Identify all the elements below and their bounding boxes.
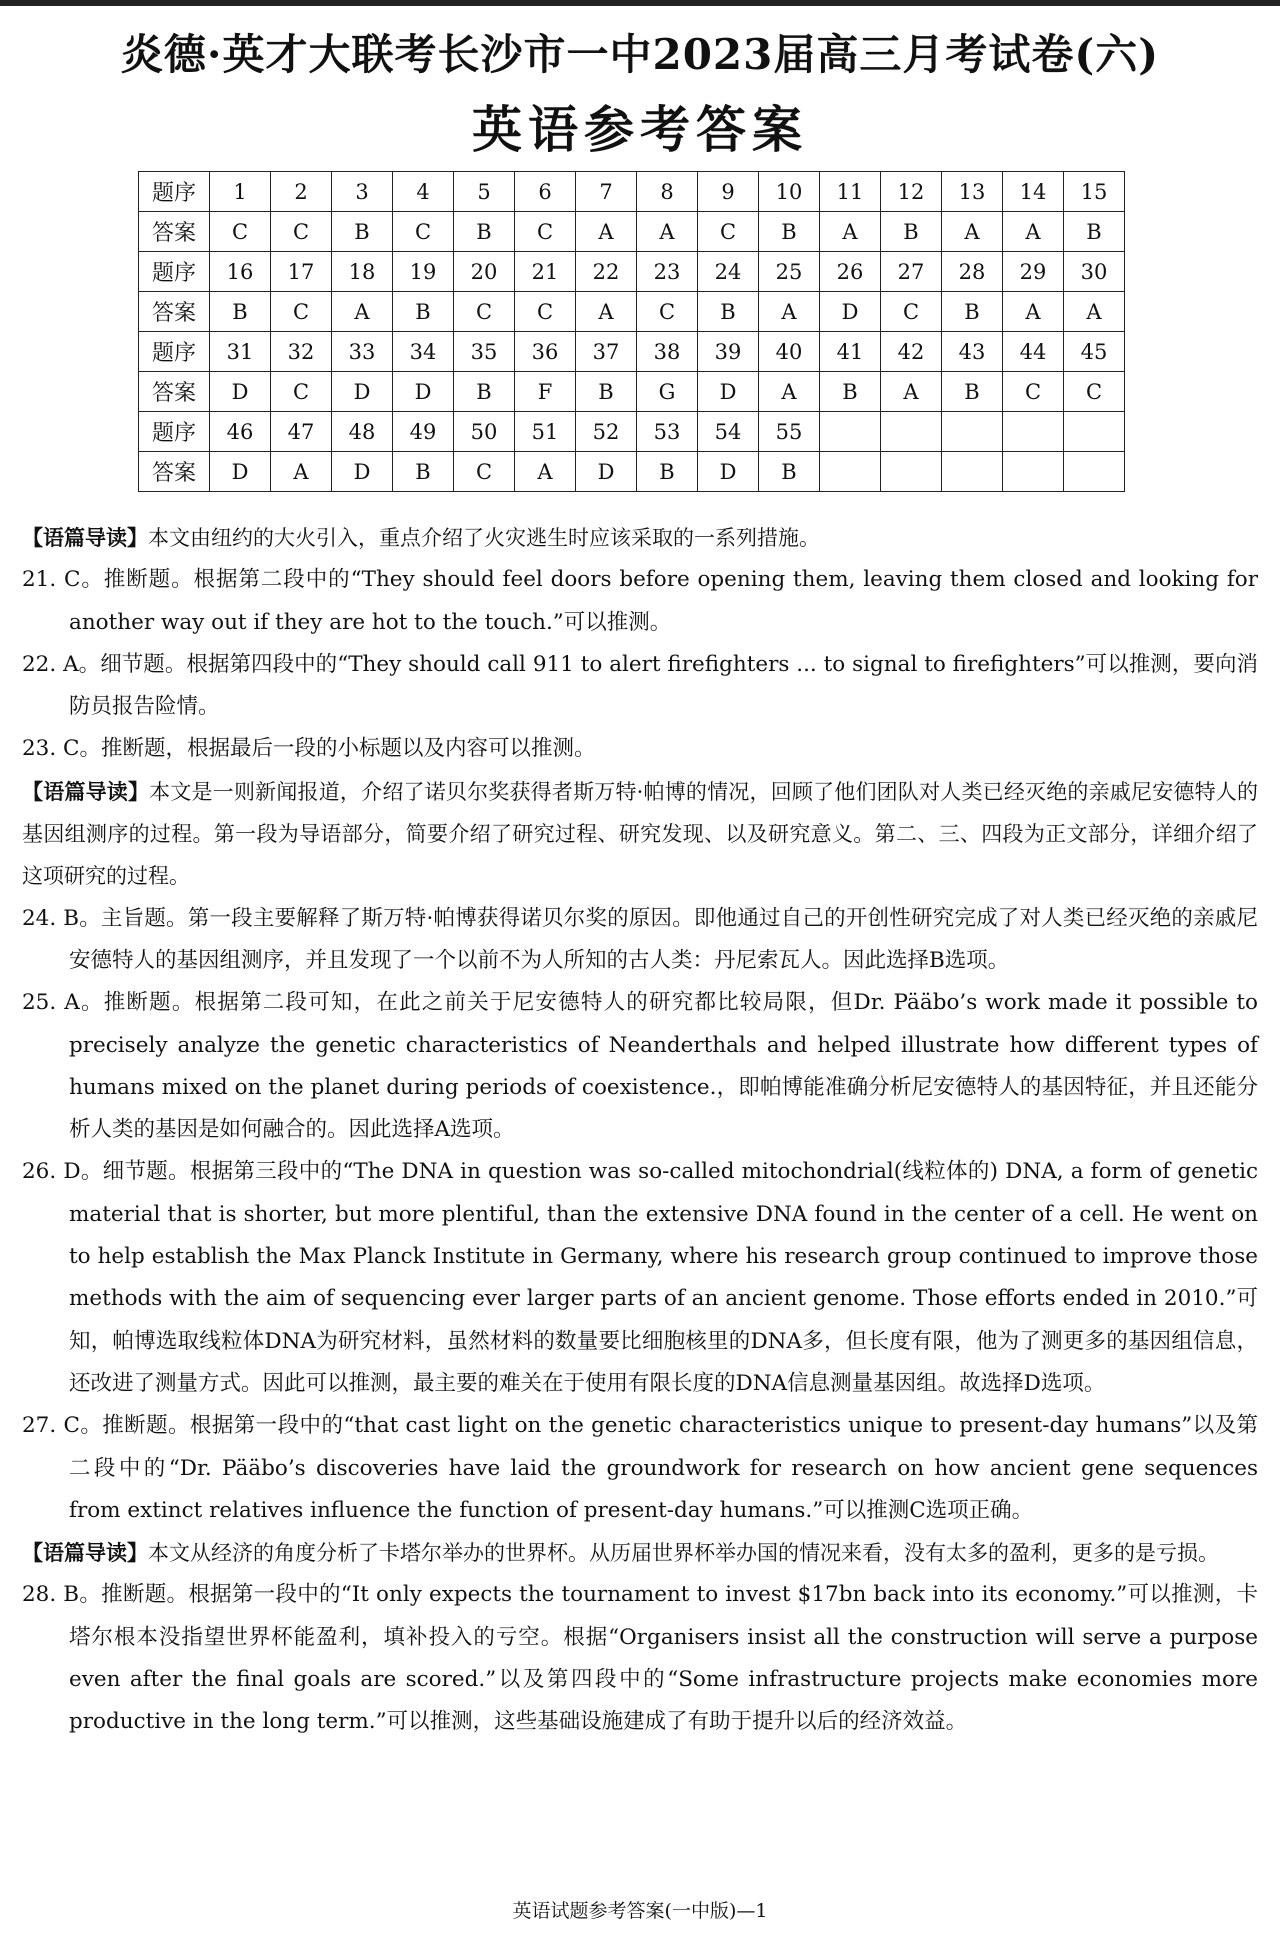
table-row: [139, 172, 1125, 212]
answer-cell: B: [942, 372, 1003, 412]
question-number-cell: 46: [210, 412, 271, 452]
answer-cell: D: [210, 372, 271, 412]
question-number-cell: 11: [820, 172, 881, 212]
question-number-cell: 1: [210, 172, 271, 212]
row-label: 题序: [139, 412, 210, 452]
answer-cell: C: [698, 212, 759, 252]
table-row: [139, 332, 1125, 372]
question-number-cell: 31: [210, 332, 271, 372]
question-number-cell: [942, 412, 1003, 452]
question-number-cell: 29: [1003, 252, 1064, 292]
question-number-cell: 19: [393, 252, 454, 292]
question-number-cell: 50: [454, 412, 515, 452]
question-number-cell: [1003, 412, 1064, 452]
row-label: 答案: [139, 452, 210, 492]
table-row: [139, 252, 1125, 292]
question-number-cell: 49: [393, 412, 454, 452]
row-label: 答案: [139, 212, 210, 252]
answer-cell: C: [1064, 372, 1125, 412]
table-row: [139, 412, 1125, 452]
answer-cell: B: [393, 292, 454, 332]
answer-cell: C: [515, 292, 576, 332]
question-number-cell: 43: [942, 332, 1003, 372]
answer-cell: A: [881, 372, 942, 412]
answer-explanation: 24. B。主旨题。第一段主要解释了斯万特·帕博获得诺贝尔奖的原因。即他通过自己的开创性研究完成了对人类已经灭绝的亲戚尼安德特人的基因组测序，并且发现了一个以前不为人所知的古人类：丹尼索瓦人。因此选择B选项。: [22, 905, 1258, 973]
answer-cell: A: [576, 292, 637, 332]
question-number-cell: 6: [515, 172, 576, 212]
intro-text: 本文从经济的角度分析了卡塔尔举办的世界杯。从历届世界杯举办国的情况来看，没有太多的盈利，更多的是亏损。: [148, 1541, 1219, 1566]
row-label: 答案: [139, 372, 210, 412]
question-number-cell: 44: [1003, 332, 1064, 372]
answer-cell: D: [820, 292, 881, 332]
answer-cell: A: [820, 212, 881, 252]
answer-cell: B: [454, 372, 515, 412]
answer-cell: D: [332, 372, 393, 412]
answer-cell: A: [576, 212, 637, 252]
answer-cell: A: [1003, 212, 1064, 252]
question-number-cell: 52: [576, 412, 637, 452]
question-number-cell: 32: [271, 332, 332, 372]
top-border: [0, 0, 1280, 6]
answer-cell: D: [393, 372, 454, 412]
question-number-cell: 53: [637, 412, 698, 452]
question-number-cell: 34: [393, 332, 454, 372]
answer-cell: D: [576, 452, 637, 492]
answer-cell: A: [759, 292, 820, 332]
intro-tag: 【语篇导读】: [22, 779, 150, 804]
question-number-cell: 12: [881, 172, 942, 212]
answer-cell: A: [1003, 292, 1064, 332]
answer-cell: A: [515, 452, 576, 492]
question-number-cell: 47: [271, 412, 332, 452]
answer-cell: B: [576, 372, 637, 412]
answer-cell: C: [271, 292, 332, 332]
answer-table: [138, 171, 1125, 492]
answer-cell: B: [759, 452, 820, 492]
answer-cell: B: [942, 292, 1003, 332]
answer-cell: C: [637, 292, 698, 332]
question-number-cell: 10: [759, 172, 820, 212]
question-number-cell: 4: [393, 172, 454, 212]
answer-cell: [881, 452, 942, 492]
answer-cell: A: [1064, 292, 1125, 332]
question-number-cell: 17: [271, 252, 332, 292]
answer-explanation: 27. C。推断题。根据第一段中的“that cast light on the genetic characteristics unique to present-day humans”以及第二段中的“Dr. Pääbo’s discoveries have laid the groundwork for research on how ancient gene sequences from extinct relatives influence the function of present-day humans.”可以推测C选项正确。: [22, 1413, 1258, 1523]
row-label: 题序: [139, 172, 210, 212]
answer-cell: B: [820, 372, 881, 412]
answer-cell: C: [210, 212, 271, 252]
answer-cell: C: [454, 292, 515, 332]
intro-tag: 【语篇导读】: [22, 526, 148, 550]
answer-cell: B: [454, 212, 515, 252]
question-number-cell: 36: [515, 332, 576, 372]
table-row: [139, 452, 1125, 492]
answer-cell: D: [332, 452, 393, 492]
question-number-cell: 40: [759, 332, 820, 372]
answer-cell: D: [210, 452, 271, 492]
answer-cell: [942, 452, 1003, 492]
question-number-cell: 37: [576, 332, 637, 372]
question-number-cell: 18: [332, 252, 393, 292]
question-number-cell: 55: [759, 412, 820, 452]
question-number-cell: 30: [1064, 252, 1125, 292]
answer-cell: B: [210, 292, 271, 332]
answer-cell: [1003, 452, 1064, 492]
question-number-cell: 48: [332, 412, 393, 452]
question-number-cell: 27: [881, 252, 942, 292]
question-number-cell: 23: [637, 252, 698, 292]
answer-cell: B: [881, 212, 942, 252]
table-row: [139, 212, 1125, 252]
explanations: [22, 517, 1258, 1744]
answer-cell: C: [271, 372, 332, 412]
question-number-cell: 2: [271, 172, 332, 212]
question-number-cell: 16: [210, 252, 271, 292]
intro-text: 本文是一则新闻报道，介绍了诺贝尔奖获得者斯万特·帕博的情况，回顾了他们团队对人类已经灭绝的亲戚尼安德特人的基因组测序的过程。第一段为导语部分，简要介绍了研究过程、研究发现、以及研究意义。第二、三、四段为正文部分，详细介绍了这项研究的过程。: [22, 779, 1258, 889]
answer-cell: C: [515, 212, 576, 252]
answer-key-title: 英语参考答案: [472, 100, 808, 159]
question-number-cell: 42: [881, 332, 942, 372]
exam-title: 炎德·英才大联考长沙市一中2023届高三月考试卷(六): [120, 30, 1160, 79]
table-row: [139, 372, 1125, 412]
answer-cell: B: [637, 452, 698, 492]
answer-cell: C: [393, 212, 454, 252]
answer-cell: D: [698, 452, 759, 492]
question-number-cell: 8: [637, 172, 698, 212]
table-row: [139, 292, 1125, 332]
question-number-cell: 21: [515, 252, 576, 292]
answer-cell: B: [1064, 212, 1125, 252]
question-number-cell: 54: [698, 412, 759, 452]
question-number-cell: 35: [454, 332, 515, 372]
question-number-cell: 3: [332, 172, 393, 212]
question-number-cell: 45: [1064, 332, 1125, 372]
question-number-cell: 25: [759, 252, 820, 292]
answer-cell: B: [332, 212, 393, 252]
question-number-cell: 41: [820, 332, 881, 372]
question-number-cell: 5: [454, 172, 515, 212]
passage-intro: [22, 1532, 1258, 1574]
question-number-cell: 28: [942, 252, 1003, 292]
question-number-cell: [820, 412, 881, 452]
answer-cell: [820, 452, 881, 492]
answer-cell: A: [332, 292, 393, 332]
row-label: 题序: [139, 252, 210, 292]
question-number-cell: 7: [576, 172, 637, 212]
page-footer: 英语试题参考答案(一中版)—1: [512, 1900, 768, 1922]
answer-cell: B: [393, 452, 454, 492]
answer-cell: C: [271, 212, 332, 252]
answer-cell: A: [271, 452, 332, 492]
answer-cell: [1064, 452, 1125, 492]
intro-text: 本文由纽约的大火引入，重点介绍了火灾逃生时应该采取的一系列措施。: [148, 526, 820, 550]
question-number-cell: 22: [576, 252, 637, 292]
question-number-cell: 15: [1064, 172, 1125, 212]
answer-explanation: 25. A。推断题。根据第二段可知，在此之前关于尼安德特人的研究都比较局限，但Dr. Pääbo’s work made it possible to precisely analyze the genetic characteristics of Neanderthals and helped illustrate how different types of humans mixed on the planet during periods of coexistence.，即帕博能准确分析尼安德特人的基因特征，并且还能分析人类的基因是如何融合的。因此选择A选项。: [22, 990, 1258, 1143]
question-number-cell: 38: [637, 332, 698, 372]
question-number-cell: [881, 412, 942, 452]
intro-tag: 【语篇导读】: [22, 1541, 148, 1566]
question-number-cell: 26: [820, 252, 881, 292]
answer-explanation: 26. D。细节题。根据第三段中的“The DNA in question was so-called mitochondrial(线粒体的) DNA, a form of genetic material that is shorter, but more plentiful, than the extensive DNA found in the center of a cell. He went on to help establish the Max Planck Institute in Germany, where his research group continued to improve those methods with the aim of sequencing ever larger parts of an ancient genome. Those efforts ended in 2010.”可知，帕博选取线粒体DNA为研究材料，虽然材料的数量要比细胞核里的DNA多，但长度有限，他为了测更多的基因组信息，还改进了测量方式。因此可以推测，最主要的难关在于使用有限长度的DNA信息测量基因组。故选择D选项。: [22, 1159, 1258, 1396]
answer-explanation: 22. A。细节题。根据第四段中的“They should call 911 to alert firefighters ... to signal to firefighters”可以推测，要向消防员报告险情。: [22, 651, 1258, 720]
answer-cell: B: [698, 292, 759, 332]
row-label: 答案: [139, 292, 210, 332]
question-number-cell: [1064, 412, 1125, 452]
row-label: 题序: [139, 332, 210, 372]
answer-cell: C: [1003, 372, 1064, 412]
question-number-cell: 20: [454, 252, 515, 292]
question-number-cell: 51: [515, 412, 576, 452]
question-number-cell: 33: [332, 332, 393, 372]
passage-intro: [22, 517, 1258, 559]
answer-explanation: 23. C。推断题，根据最后一段的小标题以及内容可以推测。: [22, 736, 596, 762]
answer-cell: A: [759, 372, 820, 412]
passage-intro: [22, 771, 1258, 898]
answer-cell: A: [942, 212, 1003, 252]
question-number-cell: 9: [698, 172, 759, 212]
answer-explanation: 21. C。推断题。根据第二段中的“They should feel doors before opening them, leaving them closed and looking for another way out if they are hot to the touch.”可以推测。: [22, 567, 1258, 635]
answer-cell: G: [637, 372, 698, 412]
answer-cell: A: [637, 212, 698, 252]
answer-cell: F: [515, 372, 576, 412]
answer-cell: B: [759, 212, 820, 252]
answer-explanation: 28. B。推断题。根据第一段中的“It only expects the tournament to invest $17bn back into its economy.”可以推测，卡塔尔根本没指望世界杯能盈利，填补投入的亏空。根据“Organisers insist all the construction will serve a purpose even after the final goals are scored.”以及第四段中的“Some infrastructure projects make economies more productive in the long term.”可以推测，这些基础设施建成了有助于提升以后的经济效益。: [22, 1582, 1258, 1735]
answer-cell: D: [698, 372, 759, 412]
question-number-cell: 13: [942, 172, 1003, 212]
answer-cell: C: [454, 452, 515, 492]
answer-cell: C: [881, 292, 942, 332]
question-number-cell: 39: [698, 332, 759, 372]
question-number-cell: 14: [1003, 172, 1064, 212]
question-number-cell: 24: [698, 252, 759, 292]
